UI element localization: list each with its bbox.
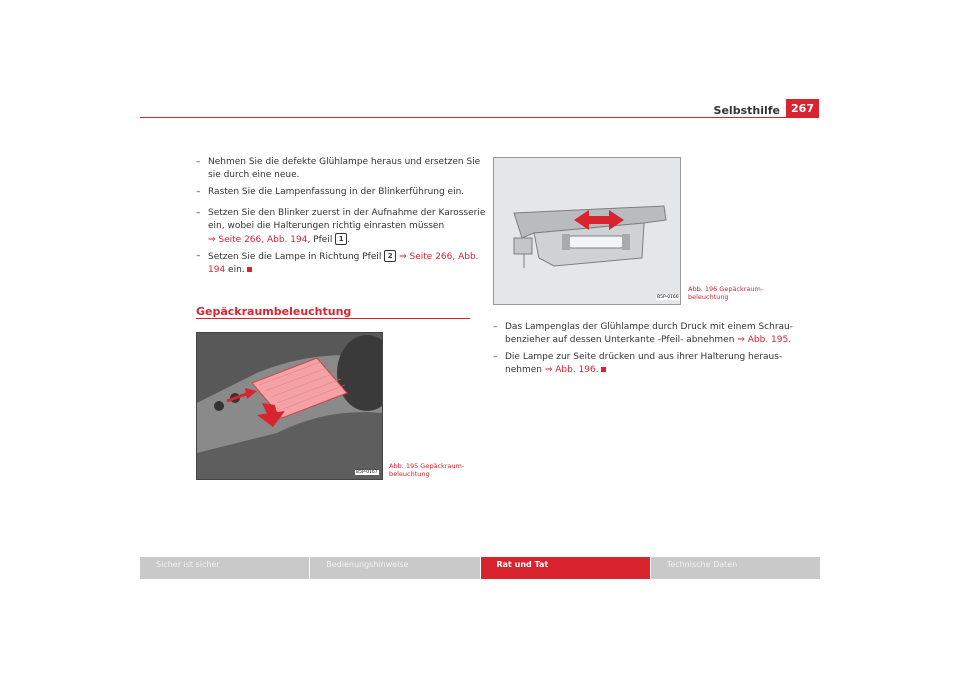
step-3: – Setzen Sie den Blinker zuerst in der Aufnahme der Karosserie ein, wobei die Halterungen richtig einrasten müssen ⇒ Seite 266, Abb. 194, Pfeil 1 . xyxy=(196,208,486,245)
figure-195-caption: Abb. 195 Gepäckraum- beleuchtung xyxy=(389,462,465,478)
step-3-text: Setzen Sie den Blinker zuerst in der Aufnahme der Karosserie ein, wobei die Halterungen richtig einrasten müssen xyxy=(208,208,486,231)
step-2: – Rasten Sie die Lampenfassung in der Blinkerführung ein. xyxy=(196,186,486,199)
tab-technische-daten[interactable]: Technische Daten xyxy=(651,557,820,579)
page-number: 267 xyxy=(786,99,819,117)
footer-nav xyxy=(140,557,820,579)
figure-196-image xyxy=(493,157,681,305)
section-rule xyxy=(196,318,470,319)
step-1: – Nehmen Sie die defekte Glühlampe heraus und ersetzen Sie sie durch eine neue. xyxy=(196,156,486,182)
step-4-link[interactable]: ⇒ Seite 266, Abb. 194 xyxy=(208,252,479,275)
step-3-link[interactable]: ⇒ Seite 266, Abb. 194 xyxy=(208,235,308,245)
figure-196-code: B5P-0166 xyxy=(657,295,679,300)
step-5: – Das Lampenglas der Glühlampe durch Druck mit einem Schrau-benzieher auf dessen Unterkante -Pfeil- abnehmen ⇒ Abb. 195. xyxy=(493,322,793,345)
step-1-text: Nehmen Sie die defekte Glühlampe heraus und ersetzen Sie sie durch eine neue. xyxy=(208,157,481,180)
tab-rat-und-tat[interactable]: Rat und Tat xyxy=(481,557,651,579)
figure-196-caption: Abb. 196 Gepäckraum- beleuchtung xyxy=(688,285,764,301)
figure-195-code: B5P-0167 xyxy=(356,470,378,475)
header-rule xyxy=(140,117,819,118)
step-6-text: Die Lampe zur Seite drücken und aus ihrer Halterung heraus-nehmen xyxy=(505,352,783,375)
marker-2: 2 xyxy=(384,250,396,262)
step-2-text: Rasten Sie die Lampenfassung in der Blinkerführung ein. xyxy=(208,187,465,197)
running-header-title: Selbsthilfe xyxy=(713,104,780,117)
step-6: – Die Lampe zur Seite drücken und aus ihrer Halterung heraus-nehmen ⇒ Abb. 196. xyxy=(493,352,783,375)
section-title: Gepäckraumbeleuchtung xyxy=(196,305,352,318)
step-4: – Setzen Sie die Lampe in Richtung Pfeil 2 ⇒ Seite 266, Abb. 194 ein. xyxy=(196,251,479,275)
step-6-link[interactable]: ⇒ Abb. 196 xyxy=(544,365,596,375)
trunk-light-illustration xyxy=(197,333,382,479)
end-mark xyxy=(247,267,252,272)
step-5-text: Das Lampenglas der Glühlampe durch Druck mit einem Schrau-benzieher auf dessen Unterkante -Pfeil- abnehmen xyxy=(505,322,793,345)
step-4-text: Setzen Sie die Lampe in Richtung Pfeil xyxy=(208,252,382,262)
figure-195-image xyxy=(196,332,383,480)
end-mark xyxy=(601,367,606,372)
marker-1: 1 xyxy=(335,233,347,245)
tab-sicher-ist-sicher[interactable]: Sicher ist sicher xyxy=(140,557,310,579)
tab-bedienungshinweise[interactable]: Bedienungshinweise xyxy=(310,557,480,579)
lamp-housing-illustration xyxy=(494,158,680,304)
step-5-link[interactable]: ⇒ Abb. 195 xyxy=(737,335,789,345)
